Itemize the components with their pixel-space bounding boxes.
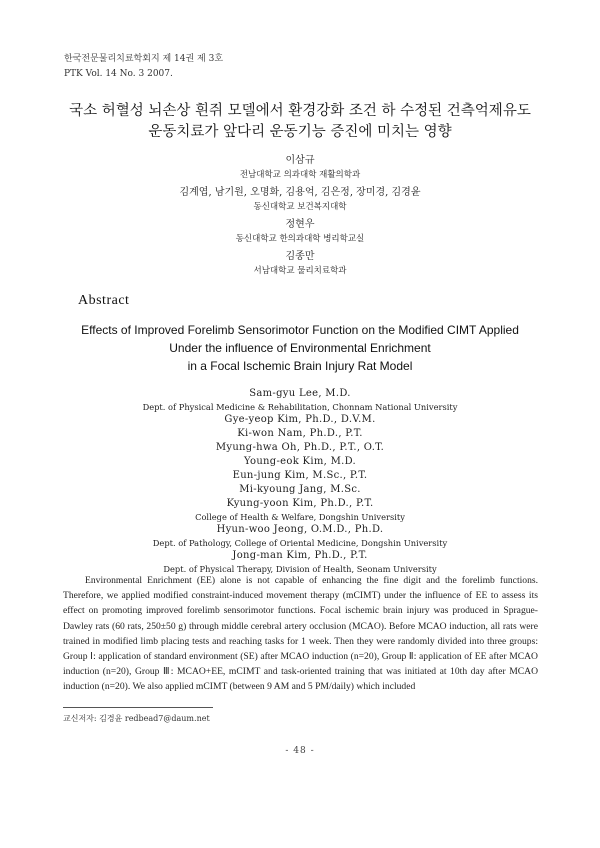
author-name-en: Ki-won Nam, Ph.D., P.T. [237,428,363,439]
author-affiliation-ko: 서남대학교 물리치료학과 [253,266,347,276]
journal-volume-en: PTK Vol. 14 No. 3 2007. [64,69,173,79]
author-affiliation-ko: 동신대학교 한의과대학 병리학교실 [235,234,365,244]
author-name-en: Gye-yeop Kim, Ph.D., D.V.M. [224,414,376,425]
korean-authors [0,153,600,281]
author-name-ko: 김계엽, 남기원, 오명화, 김용억, 김은정, 장미경, 김경윤 [179,187,421,198]
english-title-line: Effects of Improved Forelimb Sensorimotor Function on the Modified CIMT Applied [81,323,519,337]
footnote-divider [63,707,213,708]
abstract-paragraph: Environmental Enrichment (EE) alone is not capable of enhancing the fine digit and the forelimb functions. Therefore, we applied modified constraint-induced movement therapy (mCIMT) under the influence of EE to assess its effect on promoting improved forelimb sensorimotor functions. Focal ischemic brain injury was produced in Sprague-Dawley rats (60 rats, 250±50 g) through middle cerebral artery occlusion (MCAO). Before MCAO induction, all rats were trained in modified limb placing tests and reaching tasks for 1 week. Then they were randomly divided into three groups: Group Ⅰ: application of standard environment (SE) after MCAO induction (n=20), Group Ⅱ: application of EE after MCAO induction (n=20), Group Ⅲ: MCAO+EE, mCIMT and task-oriented training that was initiated at 10th day after MCAO induction (n=20). We also applied mCIMT (between 9 AM and 5 PM/daily) which included [63,575,538,693]
author-name-en: Mi-kyoung Jang, M.Sc. [239,484,361,495]
author-name-ko: 김종만 [285,251,315,262]
corresponding-author-footnote: 교신저자: 김경윤 redbead7@daum.net [63,714,210,723]
author-name-en: Hyun-woo Jeong, O.M.D., Ph.D. [216,524,384,535]
author-name-ko: 이삼규 [285,155,315,166]
korean-title [0,101,600,143]
author-name-en: Eun-jung Kim, M.Sc., P.T. [232,470,368,481]
english-title [0,321,600,375]
english-authors [0,387,600,575]
english-title-line: Under the influence of Environmental Enrichment [169,341,431,355]
korean-title-line: 국소 허혈성 뇌손상 흰쥐 모델에서 환경강화 조건 하 수정된 건측억제유도 [69,103,531,119]
author-affiliation-en: Dept. of Physical Medicine & Rehabilitation, Chonnam National University [142,402,458,412]
author-name-en: Kyung-yoon Kim, Ph.D., P.T. [226,498,374,509]
author-name-en: Young-eok Kim, M.D. [243,456,357,467]
author-affiliation-en: College of Health & Welfare, Dongshin University [195,512,405,522]
author-affiliation-ko: 전남대학교 의과대학 재활의학과 [239,170,361,180]
journal-name-ko: 한국전문물리치료학회지 제 14권 제 3호 [64,54,224,64]
journal-header [64,52,223,82]
author-affiliation-en: Dept. of Physical Therapy, Division of Health, Seonam University [163,564,437,574]
author-affiliation-en: Dept. of Pathology, College of Oriental Medicine, Dongshin University [152,538,448,548]
english-title-line: in a Focal Ischemic Brain Injury Rat Model [187,359,413,373]
author-name-en: Jong-man Kim, Ph.D., P.T. [232,550,368,561]
author-name-en: Sam-gyu Lee, M.D. [249,388,351,399]
abstract-heading: Abstract [78,293,130,308]
korean-title-line: 운동치료가 앞다리 운동기능 증진에 미치는 영향 [148,124,452,140]
abstract-body [63,573,538,695]
page-number: - 48 - [285,746,315,756]
author-name-en: Myung-hwa Oh, Ph.D., P.T., O.T. [215,442,385,453]
author-name-ko: 정현우 [285,219,315,230]
author-affiliation-ko: 동신대학교 보건복지대학 [253,202,347,212]
